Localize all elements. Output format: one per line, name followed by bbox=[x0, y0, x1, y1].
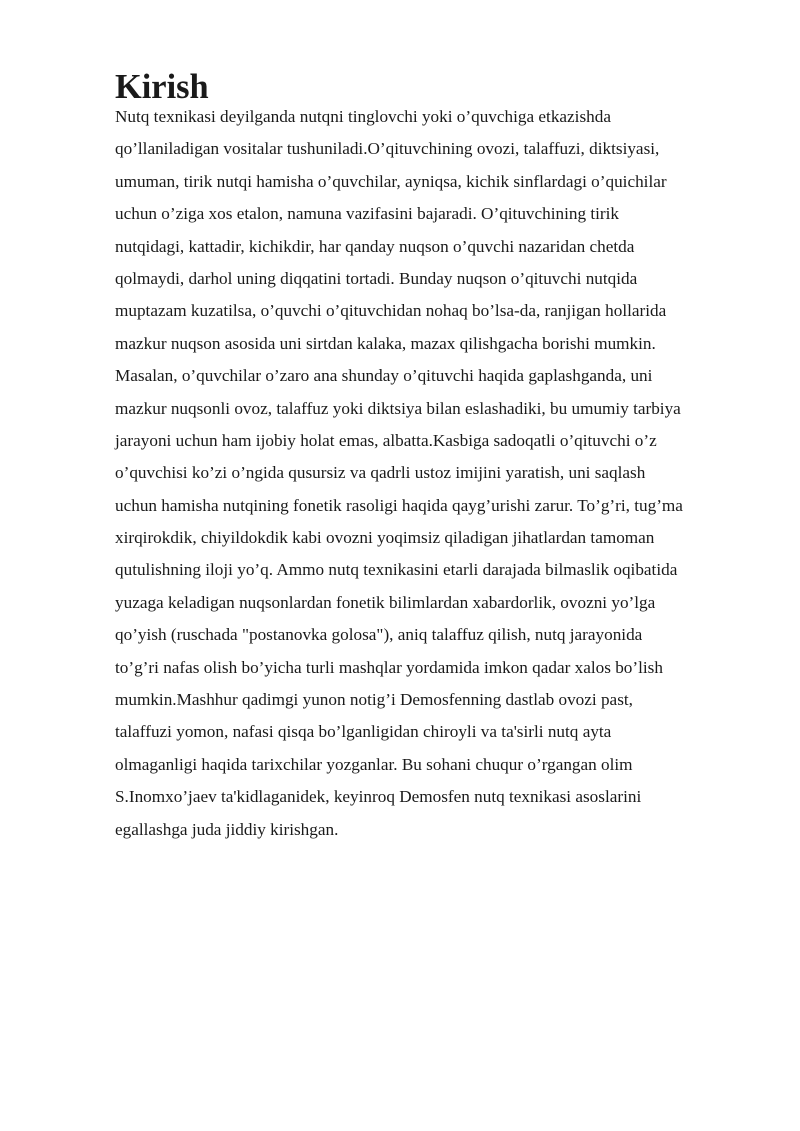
text-line: talaffuzi yomon, nafasi qisqa bo’lganligidan chiroyli va ta'sirli nutq ayta bbox=[115, 722, 612, 742]
text-line: qolmaydi, darhol uning diqqatini tortadi. Bunday nuqson o’qituvchi nutqida bbox=[115, 268, 638, 288]
text-line: olmaganligi haqida tarixchilar yozganlar. Bu sohani chuqur o’rgangan olim bbox=[115, 754, 633, 774]
text-line: mumkin.Mashhur qadimgi yunon notig’i Demosfenning dastlab ovozi past, bbox=[115, 690, 633, 710]
text-line: uchun hamisha nutqining fonetik rasoligi haqida qayg’urishi zarur. To’g’ri, tug’ma bbox=[115, 495, 683, 515]
text-line: umuman, tirik nutqi hamisha o’quvchilar, ayniqsa, kichik sinflardagi o’quichilar bbox=[115, 171, 667, 191]
section-heading: Kirish bbox=[115, 68, 209, 106]
text-line: egallashga juda jiddiy kirishgan. bbox=[115, 819, 339, 839]
text-line: nutqidagi, kattadir, kichikdir, har qanday nuqson o’quvchi nazaridan chetda bbox=[115, 236, 635, 256]
text-line: qo’yish (ruschada "postanovka golosa"), aniq talaffuz qilish, nutq jarayonida bbox=[115, 625, 643, 645]
text-line: yuzaga keladigan nuqsonlardan fonetik bilimlardan xabardorlik, ovozni yo’lga bbox=[115, 592, 656, 612]
text-line: to’g’ri nafas olish bo’yicha turli mashqlar yordamida imkon qadar xalos bo’lish bbox=[115, 657, 663, 677]
text-line: qutulishning iloji yo’q. Ammo nutq texnikasini etarli darajada bilmaslik oqibatida bbox=[115, 560, 678, 580]
text-line: muptazam kuzatilsa, o’quvchi o’qituvchidan nohaq bo’lsa-da, ranjigan hollarida bbox=[115, 301, 667, 321]
body-paragraph bbox=[115, 101, 755, 846]
text-line: mazkur nuqson asosida uni sirtdan kalaka, mazax qilishgacha borishi mumkin. bbox=[115, 333, 656, 353]
text-line: jarayoni uchun ham ijobiy holat emas, albatta.Kasbiga sadoqatli o’qituvchi o’z bbox=[115, 430, 657, 450]
document-content bbox=[115, 68, 755, 846]
text-line: xirqirokdik, chiyildokdik kabi ovozni yoqimsiz qiladigan jihatlardan tamoman bbox=[115, 528, 655, 548]
text-line: Nutq texnikasi deyilganda nutqni tinglovchi yoki o’quvchiga etkazishda bbox=[115, 107, 611, 126]
text-line: qo’llaniladigan vositalar tushuniladi.O’qituvchining ovozi, talaffuzi, diktsiyasi, bbox=[115, 139, 660, 159]
text-line: Masalan, o’quvchilar o’zaro ana shunday o’qituvchi haqida gaplashganda, uni bbox=[115, 366, 653, 386]
text-line: o’quvchisi ko’zi o’ngida qusursiz va qadrli ustoz imijini yaratish, uni saqlash bbox=[115, 463, 646, 483]
text-line: mazkur nuqsonli ovoz, talaffuz yoki diktsiya bilan eslashadiki, bu umumiy tarbiya bbox=[115, 398, 681, 418]
text-line: S.Inomxo’jaev ta'kidlaganidek, keyinroq Demosfen nutq texnikasi asoslarini bbox=[115, 787, 642, 807]
text-line: uchun o’ziga xos etalon, namuna vazifasini bajaradi. O’qituvchining tirik bbox=[115, 204, 620, 224]
